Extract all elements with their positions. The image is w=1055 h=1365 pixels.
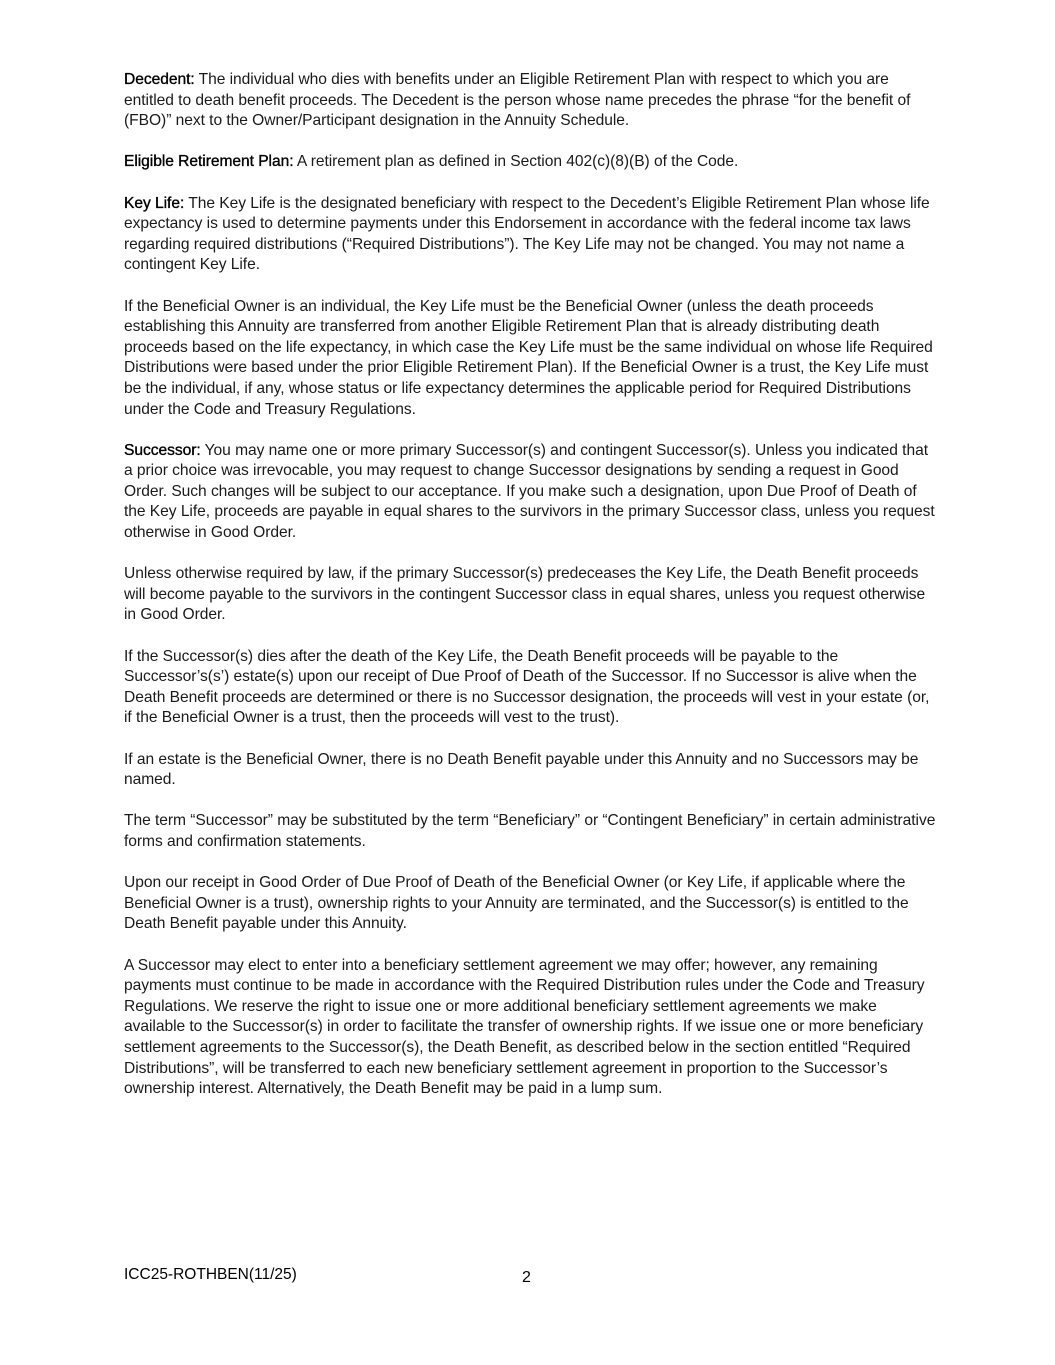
term-label: Key Life: (124, 194, 185, 212)
term-label: Eligible Retirement Plan: (124, 153, 294, 171)
paragraph-term-substitution: The term “Successor” may be substituted by the term “Beneficiary” or “Contingent Beneficiary” in certain administrative forms and confirmation statements. (124, 812, 936, 850)
paragraph-settlement-agreement: A Successor may elect to enter into a beneficiary settlement agreement we may offer; however, any remaining payments must continue to be made in accordance with the Required Distribution rules under the Code and Treasury Regulations. We reserve the right to issue one or more additional beneficiary settlement agreements we make available to the Successor(s) in order to facilitate the transfer of ownership rights. If we issue one or more beneficiary settlement agreements to the Successor(s), the Death Benefit, as described below in the section entitled “Required Distributions”, will be transferred to each new beneficiary settlement agreement in proportion to the Successor’s ownership interest. Alternatively, the Death Benefit may be paid in a lump sum. (124, 956, 925, 1098)
page-number: 2 (522, 1269, 531, 1286)
paragraph-ownership-terminated: Upon our receipt in Good Order of Due Proof of Death of the Beneficial Owner (or Key Life, if applicable where the Beneficial Owner is a trust), ownership rights to your Annuity are terminated, and the Successor(s) is entitled to the Death Benefit payable under this Annuity. (124, 874, 909, 933)
definition-text: The individual who dies with benefits under an Eligible Retirement Plan with respect to which you are entitled to death benefit proceeds. The Decedent is the person whose name precedes the phrase “for the benefit of (FBO)” next to the Owner/Participant designation in the Annuity Schedule. (124, 71, 911, 130)
definition-successor (124, 441, 936, 544)
definition-key-life (124, 194, 936, 276)
definition-decedent (124, 70, 936, 132)
definition-text: You may name one or more primary Successor(s) and contingent Successor(s). Unless you indicated that a prior choice was irrevocable, you may request to change Successor designations by sending a request in Good Order. Such changes will be subject to our acceptance. If you make such a designation, upon Due Proof of Death of the Key Life, proceeds are payable in equal shares to the survivors in the primary Successor class, unless you request otherwise in Good Order. (124, 441, 935, 542)
definition-eligible-retirement-plan (124, 152, 936, 173)
paragraph-successor-dies: If the Successor(s) dies after the death of the Key Life, the Death Benefit proceeds will be payable to the Successor’s(s’) estate(s) upon our receipt of Due Proof of Death of the Successor. If no Successor is alive when the Death Benefit proceeds are determined or there is no Successor designation, the proceeds will vest in your estate (or, if the Beneficial Owner is a trust, then the proceeds will vest to the trust). (124, 647, 930, 727)
document-body (124, 70, 936, 1120)
paragraph-estate-owner: If an estate is the Beneficial Owner, there is no Death Benefit payable under this Annuity and no Successors may be named. (124, 750, 919, 789)
term-label: Successor: (124, 441, 201, 459)
definition-text: A retirement plan as defined in Section 402(c)(8)(B) of the Code. (293, 153, 739, 171)
term-label: Decedent: (124, 71, 195, 88)
definition-text: The Key Life is the designated beneficiary with respect to the Decedent’s Eligible Retirement Plan whose life expectancy is used to determine payments under this Endorsement in accordance with the federal income tax laws regarding required distributions (“Required Distributions”). The Key Life may not be changed. You may not name a contingent Key Life. (124, 194, 930, 274)
key-life-paragraph: If the Beneficial Owner is an individual, the Key Life must be the Beneficial Owner (unless the death proceeds establishing this Annuity are transferred from another Eligible Retirement Plan that is already distributing death proceeds based on the life expectancy, in which case the Key Life must be the same individual on whose life Required Distributions were based under the prior Eligible Retirement Plan). If the Beneficial Owner is a trust, the Key Life must be the individual, if any, whose status or life expectancy determines the applicable period for Required Distributions under the Code and Treasury Regulations. (124, 297, 933, 418)
form-code: ICC25-ROTHBEN(11/25) (124, 1266, 297, 1283)
paragraph-predecease: Unless otherwise required by law, if the primary Successor(s) predeceases the Key Life, the Death Benefit proceeds will become payable to the survivors in the contingent Successor class in equal shares, unless you request otherwise in Good Order. (124, 565, 926, 624)
